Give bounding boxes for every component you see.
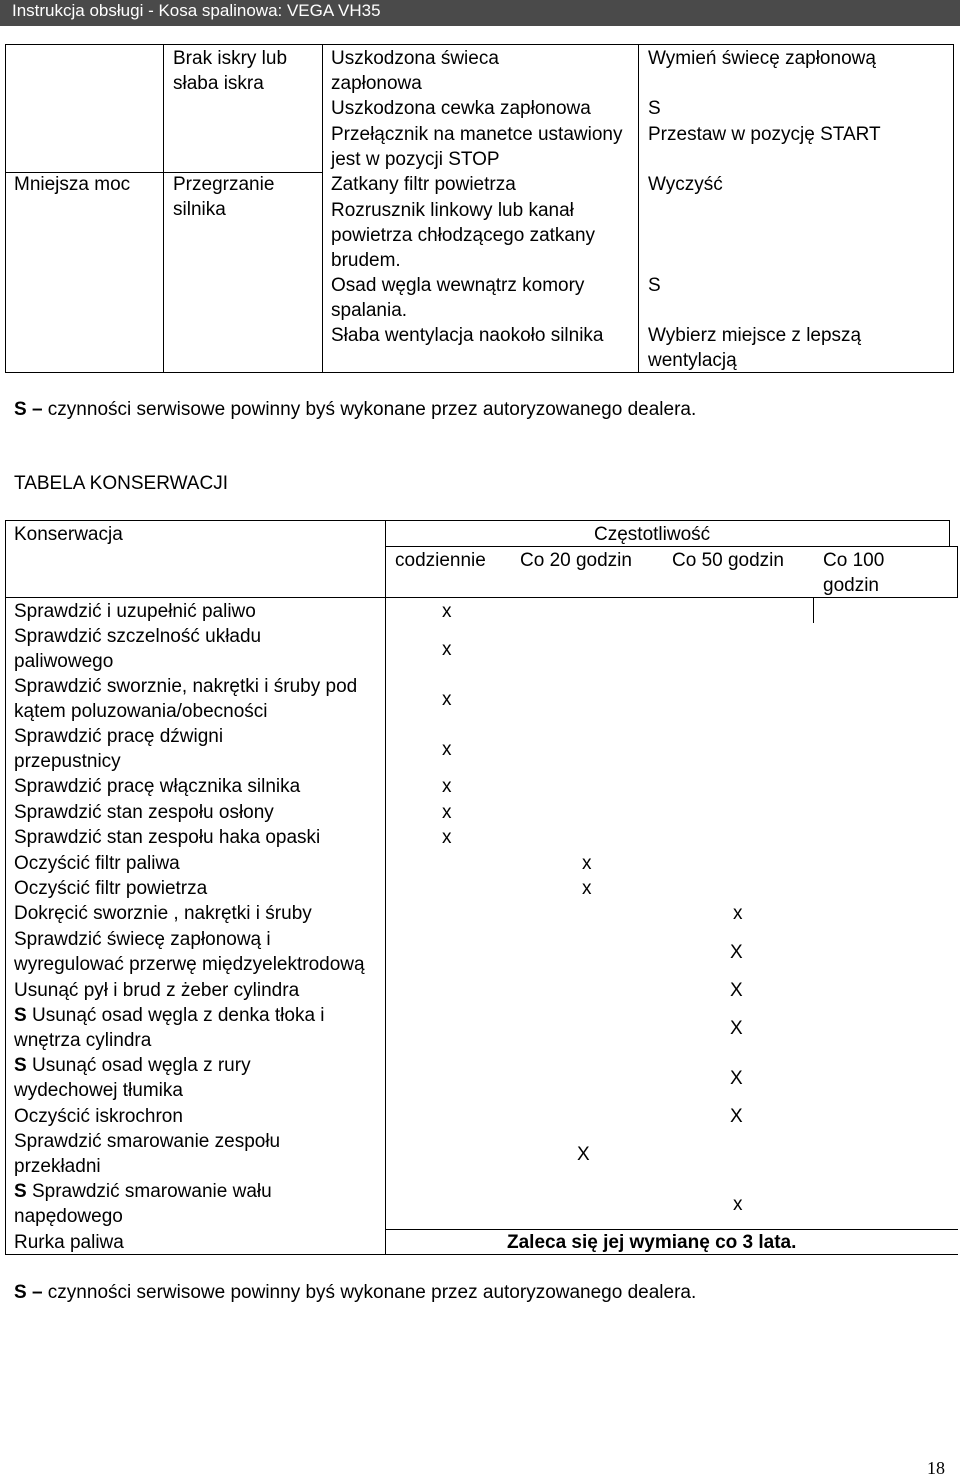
task-text: Sprawdzić smarowanie wału napędowego	[14, 1181, 272, 1227]
table-divider	[163, 44, 164, 373]
task-row	[14, 1179, 324, 1229]
page-number: 18	[927, 1458, 945, 1478]
task-text: Usunąć osad węgla z denka tłoka i wnętrza cylindra	[14, 1005, 325, 1051]
frequency-mark: x	[582, 878, 592, 899]
table-border-right	[949, 520, 950, 546]
frequency-mark: x	[442, 776, 452, 797]
table-border-left	[5, 44, 6, 373]
frequency-mark: X	[730, 1106, 743, 1127]
table-divider	[385, 520, 386, 1255]
frequency-mark: x	[733, 1194, 743, 1215]
reason-text: Osad węgla wewnątrz komory spalania.	[331, 275, 585, 321]
service-note-text: czynności serwisowe powinny byś wykonane przez autoryzowanego dealera.	[42, 1282, 697, 1303]
table-divider	[638, 44, 639, 373]
frequency-mark: x	[442, 601, 452, 622]
task-row: Sprawdzić pracę dźwigni przepustnicy	[14, 726, 224, 772]
frequency-mark: X	[730, 942, 743, 963]
reason-text: Słaba wentylacja naokoło silnika	[331, 325, 604, 346]
task-row: Oczyścić iskrochron	[14, 1106, 183, 1127]
task-row: Sprawdzić szczelność układu paliwowego	[14, 626, 262, 672]
column-header-task: Konserwacja	[14, 524, 123, 545]
task-row: Sprawdzić i uzupełnić paliwo	[14, 601, 256, 622]
remedy-text: Wybierz miejsce z lepszą wentylacją	[648, 325, 862, 371]
table-border-right	[957, 546, 958, 598]
reason-text: Przełącznik na manetce ustawiony jest w pozycji STOP	[331, 124, 623, 170]
maintenance-heading: TABELA KONSERWACJI	[14, 473, 228, 494]
frequency-mark: x	[442, 802, 452, 823]
service-mark: S	[14, 1005, 27, 1026]
remedy-text: S	[648, 275, 661, 296]
task-row: Sprawdzić smarowanie zespołu przekładni	[14, 1131, 281, 1177]
reason-text: Rozrusznik linkowy lub kanał powietrza chłodzącego zatkany brudem.	[331, 200, 596, 271]
service-mark: S –	[14, 1282, 43, 1303]
task-row	[14, 1003, 374, 1053]
frequency-100h: Co 100 godzin	[823, 550, 885, 596]
task-row: Sprawdzić pracę włącznika silnika	[14, 776, 301, 797]
service-note	[14, 397, 696, 422]
task-row: Sprawdzić stan zespołu osłony	[14, 802, 274, 823]
service-mark: S	[14, 1055, 27, 1076]
frequency-20h: Co 20 godzin	[520, 550, 632, 571]
table-divider	[322, 44, 323, 373]
table-border-left	[5, 520, 6, 1255]
task-row: Sprawdzić świecę zapłonową i wyregulować przerwę międzyelektrodową	[14, 929, 365, 975]
table-border-right	[953, 44, 954, 373]
frequency-mark: X	[730, 1068, 743, 1089]
reason-text: Zatkany filtr powietrza	[331, 174, 516, 195]
frequency-mark: x	[442, 689, 452, 710]
cause-label: Brak iskry lub słaba iskra	[173, 48, 288, 94]
frequency-mark: x	[442, 639, 452, 660]
frequency-daily: codziennie	[395, 550, 486, 571]
remedy-text: S	[648, 98, 661, 119]
replacement-note: Zaleca się jej wymianę co 3 lata.	[507, 1232, 797, 1253]
task-row: Dokręcić sworznie , nakrętki i śruby	[14, 903, 312, 924]
task-row: Rurka paliwa	[14, 1232, 124, 1253]
task-text: Usunąć osad węgla z rury wydechowej tłumika	[14, 1055, 251, 1101]
remedy-text: Przestaw w pozycję START	[648, 124, 881, 145]
frequency-mark: X	[730, 1018, 743, 1039]
remedy-text: Wymień świecę zapłonową	[648, 48, 876, 69]
table-border-top	[5, 520, 950, 521]
remedy-text: Wyczyść	[648, 174, 723, 195]
reason-text: Uszkodzona cewka zapłonowa	[331, 98, 591, 119]
task-row	[14, 1053, 354, 1103]
task-row: Oczyścić filtr paliwa	[14, 853, 180, 874]
task-row: Sprawdzić stan zespołu haka opaski	[14, 827, 321, 848]
service-mark: S	[14, 1181, 27, 1202]
table-border-bottom	[5, 1254, 958, 1255]
service-mark: S –	[14, 399, 43, 420]
reason-text: Uszkodzona świeca zapłonowa	[331, 48, 499, 94]
task-row: Oczyścić filtr powietrza	[14, 878, 208, 899]
frequency-mark: x	[582, 853, 592, 874]
service-note	[14, 1280, 696, 1305]
task-row: Sprawdzić sworznie, nakrętki i śruby pod kątem poluzowania/obecności	[14, 676, 358, 722]
frequency-mark: X	[577, 1144, 590, 1165]
cause-label: Przegrzanie silnika	[173, 174, 275, 220]
frequency-mark: x	[442, 827, 452, 848]
table-divider	[813, 597, 814, 623]
task-row: Usunąć pył i brud z żeber cylindra	[14, 980, 300, 1001]
frequency-mark: X	[730, 980, 743, 1001]
frequency-mark: x	[733, 903, 743, 924]
table-border-top	[5, 44, 954, 45]
symptom-label: Mniejsza moc	[14, 174, 131, 195]
frequency-mark: x	[442, 739, 452, 760]
frequency-50h: Co 50 godzin	[672, 550, 784, 571]
service-note-text: czynności serwisowe powinny byś wykonane przez autoryzowanego dealera.	[42, 399, 697, 420]
document-title: Instrukcja obsługi - Kosa spalinowa: VEGA VH35	[12, 1, 381, 20]
column-header-frequency: Częstotliwość	[594, 524, 711, 545]
table-row-divider	[5, 597, 958, 598]
document-header	[0, 0, 960, 26]
